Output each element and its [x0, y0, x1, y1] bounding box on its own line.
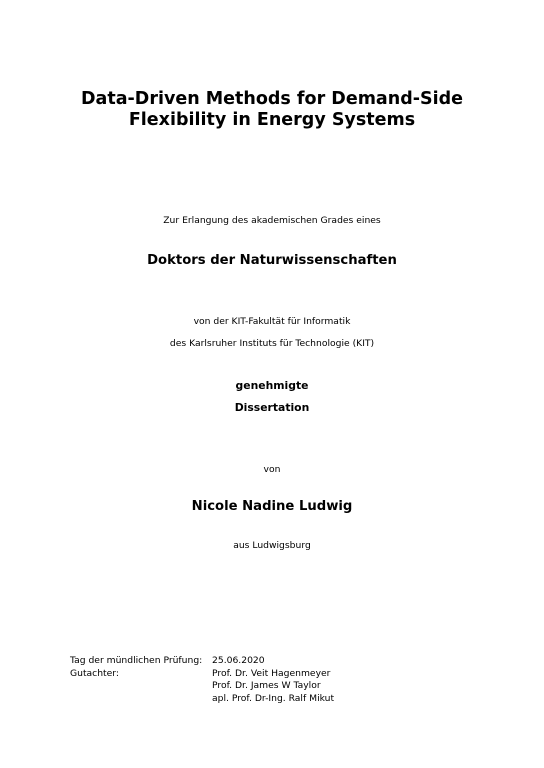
reviewers-label: Gutachter: [70, 667, 120, 679]
degree-name: Doktors der Naturwissenschaften [147, 253, 397, 268]
faculty-line-1: von der KIT-Fakultät für Informatik [193, 316, 351, 327]
exam-date-label: Tag der mündlichen Prüfung: [70, 655, 203, 666]
approval-line-1: genehmigte [235, 379, 309, 392]
exam-date-value: 25.06.2020 [212, 655, 265, 666]
by-label: von [263, 464, 281, 475]
reviewer-row [70, 693, 334, 706]
exam-details [70, 655, 334, 705]
faculty-line-2: des Karlsruher Instituts für Technologie (KIT) [169, 338, 375, 349]
thesis-title-line-1: Data-Driven Methods for Demand-Side [81, 89, 463, 109]
reviewer-name: apl. Prof. Dr-Ing. Ralf Mikut [212, 692, 335, 704]
approval-line-2: Dissertation [234, 401, 310, 414]
thesis-title [0, 89, 544, 131]
author-origin: aus Ludwigsburg [233, 540, 311, 551]
exam-date-row [70, 655, 334, 668]
reviewer-row [70, 680, 334, 693]
reviewer-row [70, 668, 334, 681]
thesis-title-line-2: Flexibility in Energy Systems [128, 110, 416, 130]
reviewer-name: Prof. Dr. Veit Hagenmeyer [212, 667, 331, 679]
reviewer-name: Prof. Dr. James W Taylor [212, 680, 321, 691]
degree-intro: Zur Erlangung des akademischen Grades eines [163, 215, 381, 226]
author-name: Nicole Nadine Ludwig [191, 499, 353, 514]
